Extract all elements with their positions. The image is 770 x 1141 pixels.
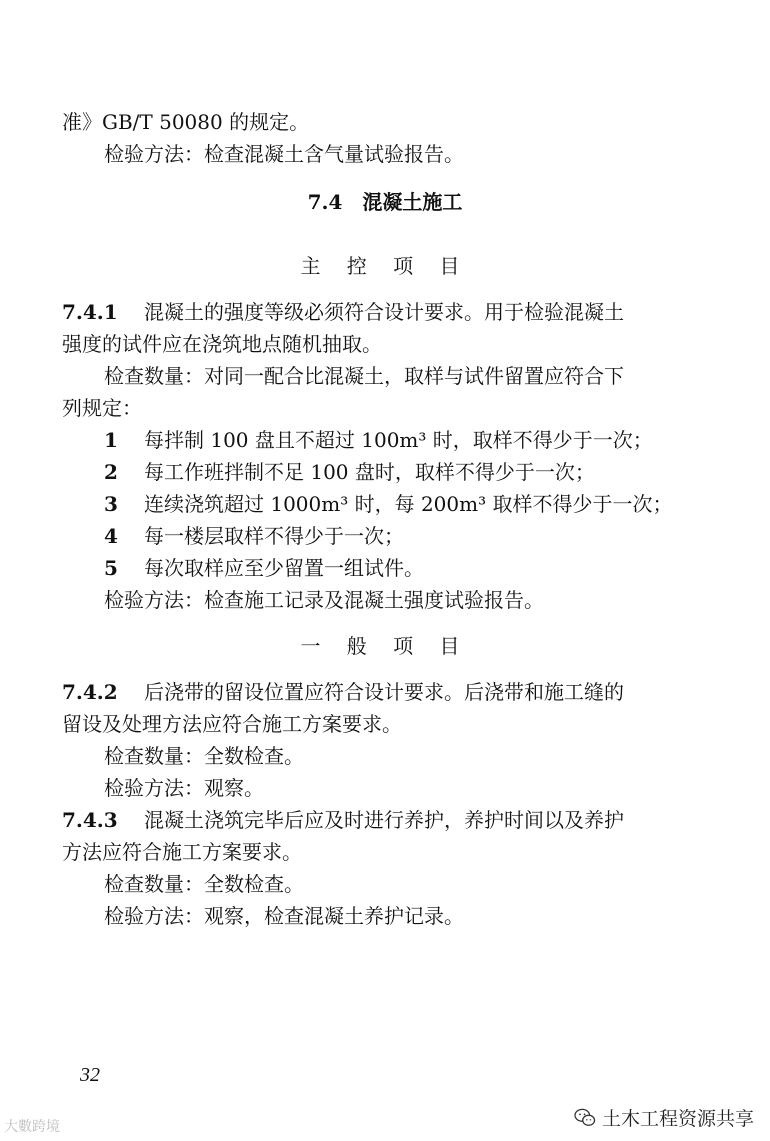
watermark-wechat	[574, 1104, 754, 1131]
list-item	[104, 426, 770, 454]
list-item-number: 5	[104, 556, 118, 580]
list-item	[104, 490, 770, 518]
clause-text: 后浇带的留设位置应符合设计要求。后浇带和施工缝的	[144, 680, 624, 704]
list-item-number: 1	[104, 428, 118, 452]
inspection-quantity: 检查数量：对同一配合比混凝土，取样与试件留置应符合下	[104, 364, 624, 388]
clause-7-4-2	[62, 678, 770, 706]
clause-number: 7.4.1	[62, 300, 118, 324]
list-item-number: 3	[104, 492, 118, 516]
list-item-text: 每一楼层取样不得少于一次；	[144, 524, 404, 548]
list-item-text: 连续浇筑超过 1000m³ 时，每 200m³ 取样不得少于一次；	[144, 492, 673, 516]
list-item-number: 2	[104, 460, 118, 484]
inspection-quantity: 检查数量：全数检查。	[104, 872, 304, 896]
inspection-quantity-cont: 列规定：	[62, 396, 142, 420]
clause-text-line: 强度的试件应在浇筑地点随机抽取。	[62, 332, 382, 356]
clause-text-line: 方法应符合施工方案要求。	[62, 840, 302, 864]
clause-7-4-1	[62, 298, 770, 326]
list-item-number: 4	[104, 524, 118, 548]
section-title: 7.4 混凝土施工	[307, 190, 463, 214]
list-item	[104, 522, 770, 550]
clause-number: 7.4.2	[62, 680, 118, 704]
inspection-method: 检验方法：观察。	[104, 776, 264, 800]
list-item-text: 每次取样应至少留置一组试件。	[144, 556, 424, 580]
watermark-corner: 大數跨境	[4, 1119, 60, 1135]
text-line-continuation: 准》GB/T 50080 的规定。	[62, 110, 310, 134]
watermark-text: 土木工程资源共享	[601, 1108, 754, 1130]
clause-number: 7.4.3	[62, 808, 118, 832]
list-item-text: 每工作班拌制不足 100 盘时，取样不得少于一次；	[144, 460, 595, 484]
list-item	[104, 458, 770, 486]
clause-text: 混凝土的强度等级必须符合设计要求。用于检验混凝土	[144, 300, 624, 324]
page-number: 32	[80, 1064, 100, 1086]
general-items-heading: 一 般 项 目	[300, 634, 470, 658]
inspection-method: 检验方法：观察，检查混凝土养护记录。	[104, 904, 464, 928]
clause-text: 混凝土浇筑完毕后应及时进行养护，养护时间以及养护	[144, 808, 624, 832]
list-item-text: 每拌制 100 盘且不超过 100m³ 时，取样不得少于一次；	[144, 428, 653, 452]
wechat-icon	[574, 1108, 596, 1128]
text-line-method: 检验方法：检查混凝土含气量试验报告。	[104, 142, 464, 166]
inspection-method: 检验方法：检查施工记录及混凝土强度试验报告。	[104, 588, 544, 612]
clause-text-line: 留设及处理方法应符合施工方案要求。	[62, 712, 402, 736]
list-item	[104, 554, 770, 582]
inspection-quantity: 检查数量：全数检查。	[104, 744, 304, 768]
main-items-heading: 主 控 项 目	[300, 254, 470, 278]
clause-7-4-3	[62, 806, 770, 834]
